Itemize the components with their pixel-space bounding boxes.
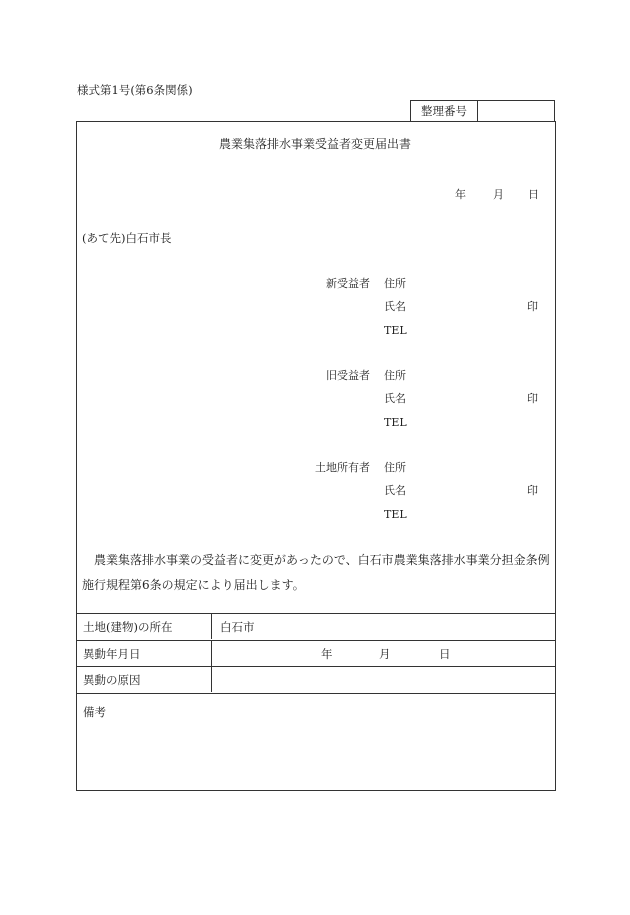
party-role: 新受益者 — [326, 277, 370, 290]
party-role: 旧受益者 — [326, 369, 370, 382]
date-year-label: 年 — [455, 188, 466, 201]
seal-mark: 印 — [527, 300, 538, 313]
notes-section[interactable] — [76, 693, 556, 791]
change-date-label: 異動年月日 — [76, 641, 212, 666]
tel-label: TEL — [384, 416, 407, 429]
location-label: 土地(建物)の所在 — [76, 614, 212, 639]
declaration-text: 農業集落排水事業の受益者に変更があったので、白石市農業集落排水事業分担金条例施行規程第6条の規定により届出します。 — [82, 553, 550, 592]
party-role: 土地所有者 — [315, 461, 370, 474]
reference-number-field[interactable] — [478, 101, 554, 121]
address-label: 住所 — [384, 369, 406, 382]
reason-row — [76, 666, 556, 692]
change-date-month: 月 — [379, 646, 391, 661]
date-month-label: 月 — [493, 188, 504, 201]
change-date-row — [76, 640, 556, 666]
form-title: 農業集落排水事業受益者変更届出書 — [218, 137, 411, 151]
name-label: 氏名 — [384, 484, 406, 497]
seal-mark: 印 — [527, 392, 538, 405]
addressee: (あて先)白石市長 — [82, 231, 172, 245]
tel-label: TEL — [384, 508, 407, 521]
address-label: 住所 — [384, 461, 406, 474]
reason-label: 異動の原因 — [76, 667, 212, 692]
address-label: 住所 — [384, 277, 406, 290]
reference-number-box — [410, 100, 555, 121]
location-value[interactable]: 白石市 — [220, 619, 255, 634]
name-label: 氏名 — [384, 300, 406, 313]
location-row — [76, 613, 556, 639]
reason-value[interactable] — [212, 667, 556, 692]
form-label: 様式第1号(第6条関係) — [77, 83, 193, 97]
reference-number-label: 整理番号 — [411, 101, 478, 121]
notes-label: 備考 — [83, 705, 106, 719]
date-day-label: 日 — [528, 188, 539, 201]
seal-mark: 印 — [527, 484, 538, 497]
change-date-value[interactable] — [212, 641, 556, 666]
change-date-year: 年 — [321, 646, 333, 661]
change-date-day: 日 — [439, 646, 451, 661]
name-label: 氏名 — [384, 392, 406, 405]
tel-label: TEL — [384, 324, 407, 337]
